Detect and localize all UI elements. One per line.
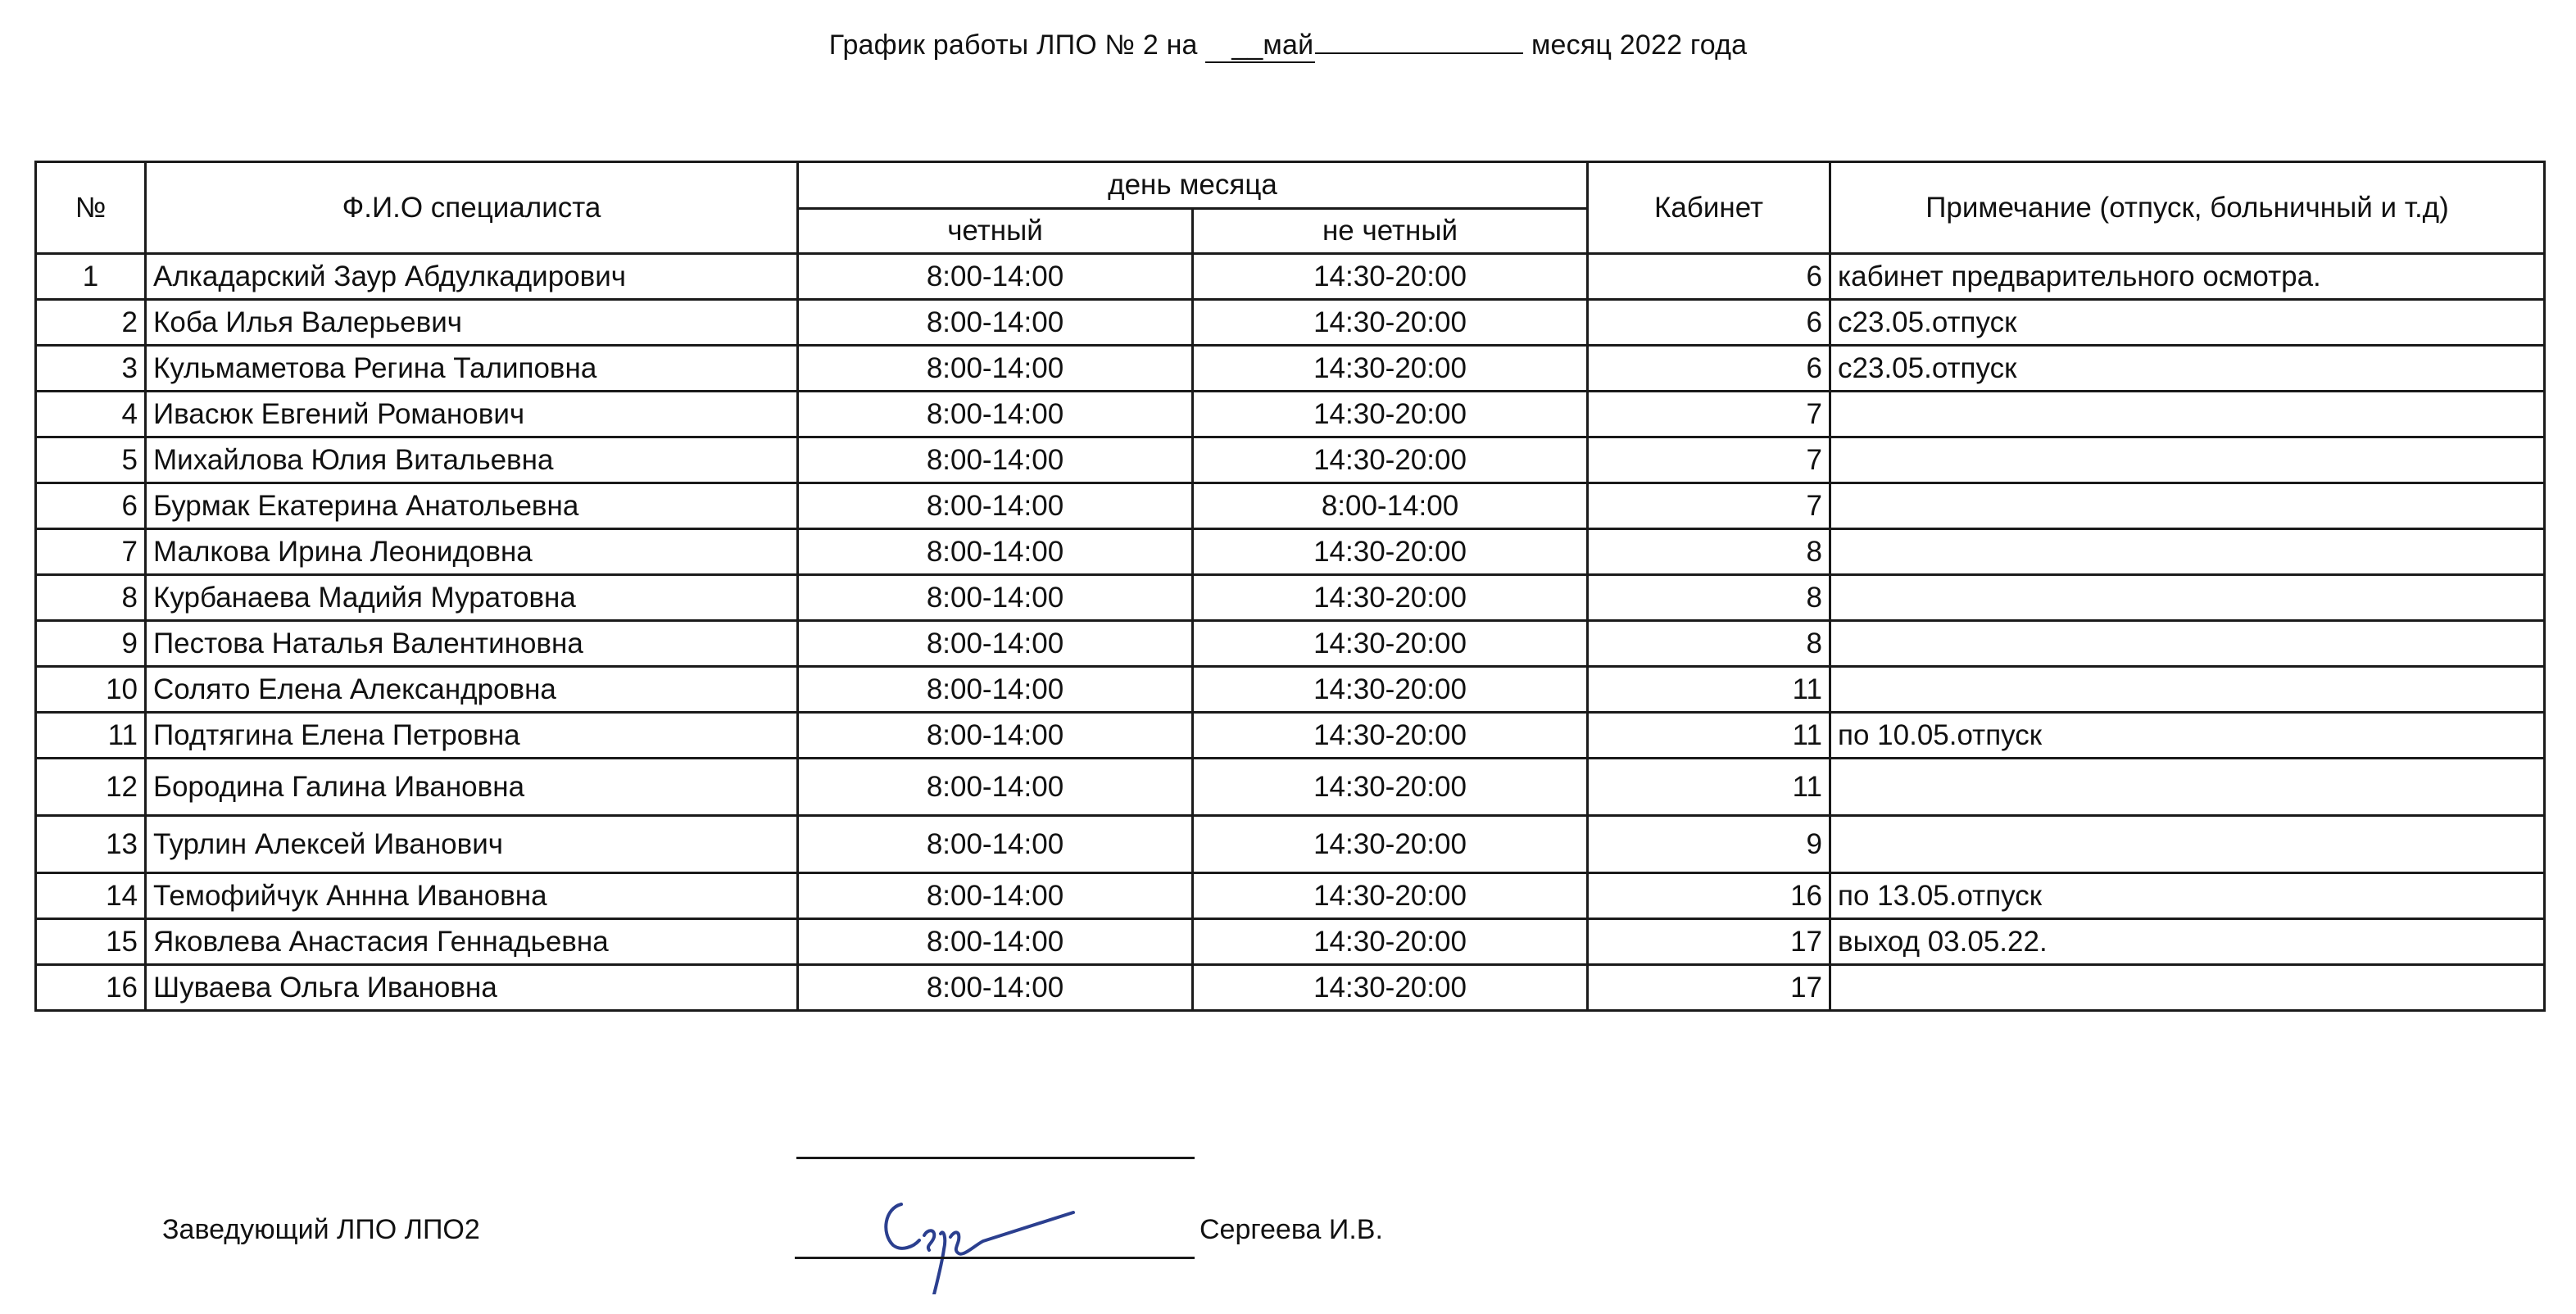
- table-row: [36, 392, 2545, 437]
- odd-day-hours: 14:30-20:00: [1193, 300, 1588, 346]
- odd-day-hours: 14:30-20:00: [1193, 346, 1588, 392]
- table-row: [36, 437, 2545, 483]
- col-header-name: Ф.И.О специалиста: [146, 162, 798, 254]
- even-day-hours: 8:00-14:00: [798, 575, 1193, 621]
- cabinet-number: 7: [1588, 392, 1830, 437]
- schedule-table: [34, 161, 2546, 1012]
- note-cell: с23.05.отпуск: [1830, 300, 2545, 346]
- even-day-hours: 8:00-14:00: [798, 919, 1193, 965]
- cabinet-number: 6: [1588, 346, 1830, 392]
- note-cell: [1830, 575, 2545, 621]
- even-day-hours: 8:00-14:00: [798, 873, 1193, 919]
- month-field-tail: [1315, 52, 1523, 54]
- specialist-name: Турлин Алексей Иванович: [146, 816, 798, 873]
- signatory-name: Сергеева И.В.: [1200, 1214, 1383, 1245]
- cabinet-number: 8: [1588, 529, 1830, 575]
- row-number: 1: [36, 254, 146, 300]
- even-day-hours: 8:00-14:00: [798, 300, 1193, 346]
- note-cell: [1830, 667, 2545, 713]
- specialist-name: Кульмаметова Регина Талиповна: [146, 346, 798, 392]
- table-row: [36, 759, 2545, 816]
- even-day-hours: 8:00-14:00: [798, 392, 1193, 437]
- odd-day-hours: 14:30-20:00: [1193, 759, 1588, 816]
- row-number: 12: [36, 759, 146, 816]
- odd-day-hours: 14:30-20:00: [1193, 254, 1588, 300]
- odd-day-hours: 14:30-20:00: [1193, 965, 1588, 1011]
- specialist-name: Бурмак Екатерина Анатольевна: [146, 483, 798, 529]
- note-cell: с23.05.отпуск: [1830, 346, 2545, 392]
- specialist-name: Михайлова Юлия Витальевна: [146, 437, 798, 483]
- cabinet-number: 9: [1588, 816, 1830, 873]
- note-cell: [1830, 392, 2545, 437]
- odd-day-hours: 14:30-20:00: [1193, 667, 1588, 713]
- table-row: [36, 965, 2545, 1011]
- row-number: 6: [36, 483, 146, 529]
- cabinet-number: 8: [1588, 621, 1830, 667]
- even-day-hours: 8:00-14:00: [798, 346, 1193, 392]
- row-number: 14: [36, 873, 146, 919]
- table-row: [36, 713, 2545, 759]
- even-day-hours: 8:00-14:00: [798, 254, 1193, 300]
- specialist-name: Коба Илья Валерьевич: [146, 300, 798, 346]
- col-header-cabinet: Кабинет: [1588, 162, 1830, 254]
- row-number: 10: [36, 667, 146, 713]
- note-cell: [1830, 816, 2545, 873]
- note-cell: [1830, 965, 2545, 1011]
- even-day-hours: 8:00-14:00: [798, 621, 1193, 667]
- table-row: [36, 816, 2545, 873]
- note-cell: [1830, 437, 2545, 483]
- odd-day-hours: 14:30-20:00: [1193, 575, 1588, 621]
- even-day-hours: 8:00-14:00: [798, 816, 1193, 873]
- table-row: [36, 300, 2545, 346]
- document-title: [0, 29, 2576, 63]
- table-row: [36, 575, 2545, 621]
- note-cell: по 13.05.отпуск: [1830, 873, 2545, 919]
- odd-day-hours: 14:30-20:00: [1193, 529, 1588, 575]
- row-number: 7: [36, 529, 146, 575]
- note-cell: [1830, 621, 2545, 667]
- table-row: [36, 529, 2545, 575]
- specialist-name: Темофийчук Аннна Ивановна: [146, 873, 798, 919]
- col-header-even: четный: [798, 209, 1193, 254]
- note-cell: кабинет предварительного осмотра.: [1830, 254, 2545, 300]
- signature-line-top: [796, 1157, 1195, 1159]
- note-cell: по 10.05.отпуск: [1830, 713, 2545, 759]
- col-header-note: Примечание (отпуск, больничный и т.д): [1830, 162, 2545, 254]
- even-day-hours: 8:00-14:00: [798, 483, 1193, 529]
- specialist-name: Курбанаева Мадийя Муратовна: [146, 575, 798, 621]
- even-day-hours: 8:00-14:00: [798, 713, 1193, 759]
- specialist-name: Ивасюк Евгений Романович: [146, 392, 798, 437]
- note-cell: [1830, 483, 2545, 529]
- row-number: 11: [36, 713, 146, 759]
- row-number: 5: [36, 437, 146, 483]
- odd-day-hours: 14:30-20:00: [1193, 621, 1588, 667]
- cabinet-number: 17: [1588, 965, 1830, 1011]
- specialist-name: Малкова Ирина Леонидовна: [146, 529, 798, 575]
- cabinet-number: 6: [1588, 300, 1830, 346]
- signature-line-bottom: [795, 1257, 1195, 1259]
- table-header: [36, 162, 2545, 254]
- month-field: __май: [1205, 29, 1315, 63]
- cabinet-number: 7: [1588, 483, 1830, 529]
- row-number: 9: [36, 621, 146, 667]
- odd-day-hours: 14:30-20:00: [1193, 919, 1588, 965]
- odd-day-hours: 14:30-20:00: [1193, 392, 1588, 437]
- cabinet-number: 6: [1588, 254, 1830, 300]
- odd-day-hours: 8:00-14:00: [1193, 483, 1588, 529]
- cabinet-number: 7: [1588, 437, 1830, 483]
- specialist-name: Бородина Галина Ивановна: [146, 759, 798, 816]
- odd-day-hours: 14:30-20:00: [1193, 713, 1588, 759]
- note-cell: выход 03.05.22.: [1830, 919, 2545, 965]
- cabinet-number: 16: [1588, 873, 1830, 919]
- specialist-name: Алкадарский Заур Абдулкадирович: [146, 254, 798, 300]
- cabinet-number: 8: [1588, 575, 1830, 621]
- title-suffix: месяц 2022 года: [1523, 29, 1748, 61]
- table-row: [36, 254, 2545, 300]
- col-header-odd: не четный: [1193, 209, 1588, 254]
- row-number: 8: [36, 575, 146, 621]
- cabinet-number: 11: [1588, 759, 1830, 816]
- row-number: 4: [36, 392, 146, 437]
- table-row: [36, 621, 2545, 667]
- specialist-name: Яковлева Анастасия Геннадьевна: [146, 919, 798, 965]
- even-day-hours: 8:00-14:00: [798, 759, 1193, 816]
- table-row: [36, 667, 2545, 713]
- table-row: [36, 346, 2545, 392]
- odd-day-hours: 14:30-20:00: [1193, 873, 1588, 919]
- even-day-hours: 8:00-14:00: [798, 529, 1193, 575]
- row-number: 13: [36, 816, 146, 873]
- table-body: [36, 254, 2545, 1011]
- specialist-name: Солято Елена Александровна: [146, 667, 798, 713]
- odd-day-hours: 14:30-20:00: [1193, 816, 1588, 873]
- cabinet-number: 11: [1588, 713, 1830, 759]
- note-cell: [1830, 529, 2545, 575]
- specialist-name: Пестова Наталья Валентиновна: [146, 621, 798, 667]
- even-day-hours: 8:00-14:00: [798, 965, 1193, 1011]
- handwritten-signature: [868, 1171, 1114, 1294]
- cabinet-number: 17: [1588, 919, 1830, 965]
- odd-day-hours: 14:30-20:00: [1193, 437, 1588, 483]
- specialist-name: Шуваева Ольга Ивановна: [146, 965, 798, 1011]
- row-number: 3: [36, 346, 146, 392]
- note-cell: [1830, 759, 2545, 816]
- col-header-num: №: [36, 162, 146, 254]
- row-number: 16: [36, 965, 146, 1011]
- table-row: [36, 483, 2545, 529]
- title-prefix: График работы ЛПО № 2 на: [828, 29, 1206, 61]
- col-header-day-group: день месяца: [798, 162, 1588, 209]
- even-day-hours: 8:00-14:00: [798, 667, 1193, 713]
- even-day-hours: 8:00-14:00: [798, 437, 1193, 483]
- cabinet-number: 11: [1588, 667, 1830, 713]
- specialist-name: Подтягина Елена Петровна: [146, 713, 798, 759]
- row-number: 15: [36, 919, 146, 965]
- table-row: [36, 873, 2545, 919]
- row-number: 2: [36, 300, 146, 346]
- table-row: [36, 919, 2545, 965]
- position-label: Заведующий ЛПО ЛПО2: [162, 1214, 480, 1245]
